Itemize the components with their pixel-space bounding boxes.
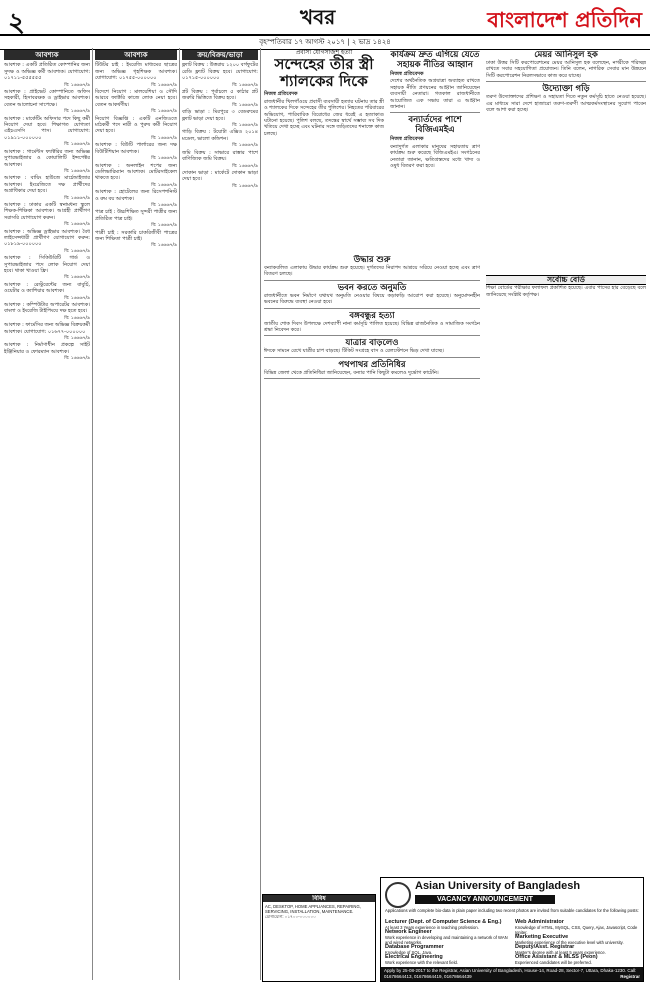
- position-title: Office Assistant & MLSS (Peon): [515, 954, 598, 960]
- classified-column-1: [4, 50, 90, 980]
- divider: [486, 81, 646, 82]
- section-body: রাজধানীতে ভবন নির্মাণে যথাযথ অনুমতি নেওয়ার বিষয়ে কড়াকড়ি আরোপ করা হয়েছে। অনুমোদনহীন ভবনের বিরুদ্ধে ব্যবস্থা নেওয়া হবে।: [264, 292, 480, 306]
- item-ref: বি: ১৬৬৬৭/৯: [64, 248, 90, 254]
- classified-column-2: [95, 50, 177, 980]
- item-ref: বি: ১৬৬৬৭/৯: [151, 109, 177, 115]
- item-ref: বি: ১৬৬৬৭/৯: [151, 135, 177, 141]
- classified-item: আবশ্যক : কম্পিউটার অপারেটর আবশ্যক। বাংলা ও ইংরেজি টাইপিংয়ে দক্ষ হতে হবে।: [4, 302, 90, 315]
- position-title: Lecturer (Dept. of Computer Science & Eng.): [385, 919, 502, 925]
- item-ref: বি: ১৬৬৬৭/৯: [232, 82, 258, 88]
- story-byline: নিজস্ব প্রতিবেদক: [264, 91, 298, 98]
- item-ref: বি: ১৬৬৬৭/৯: [151, 223, 177, 229]
- classified-item: দোকান ভাড়া : মার্কেটে দোকান ভাড়া দেয়া হবে।: [182, 169, 258, 183]
- story-body: তরুণ উদ্যোক্তাদের প্রশিক্ষণ ও সহায়তা দিতে নতুন কর্মসূচি হাতে নেওয়া হয়েছে। এর মাধ্যমে সারা দেশে হাজারো তরুণ-তরুণী আত্মকর্মসংস্থানের সুযোগ পাবেন বলে আশা করা হচ্ছে।: [486, 94, 646, 114]
- ad-left-positions: [385, 920, 511, 965]
- masthead-logo[interactable]: বাংলাদেশ প্রতিদিন: [487, 7, 642, 32]
- classified-item: বাড়ি ভাড়া : মিরপুরে ৩ বেডরুমের ফ্ল্যাট ভাড়া দেয়া হবে।: [182, 109, 258, 122]
- classified-item: আবশ্যক : নির্মাণাধীন প্রকল্পে সাইট ইঞ্জিনিয়ার ও ফোরম্যান আবশ্যক।: [4, 342, 90, 355]
- item-ref: বি: ১৬৬৬৭/৯: [151, 182, 177, 188]
- classified-item: আবশ্যক : হোটেলের জন্য রিসেপশনিস্ট ও রুম বয় আবশ্যক।: [95, 189, 177, 202]
- classified-list: [182, 62, 258, 190]
- column-banner: আবশ্যক: [4, 50, 90, 60]
- item-ref: বি: ১৬৬৬৭/৯: [64, 222, 90, 228]
- story-body: দেশের অর্থনৈতিক অগ্রযাত্রা অব্যাহত রাখতে সহায়ক নীতি প্রণয়নের আহ্বান জানিয়েছেন ব্যবসায়ী নেতারা। গতকাল রাজধানীতে আয়োজিত এক সভায় তারা এ আহ্বান জানান।: [390, 78, 480, 111]
- item-ref: বি: ১৬৬৬৭/৯: [64, 142, 90, 148]
- divider: [264, 308, 480, 309]
- position-title: Web Administrator: [515, 919, 564, 925]
- item-ref: বি: ১৬৬৬৭/৯: [232, 143, 258, 149]
- divider: [264, 378, 480, 379]
- item-ref: বি: ১৬৬৬৭/৯: [64, 356, 90, 362]
- position-title: Network Engineer: [385, 929, 432, 935]
- item-ref: বি: ১৬৬৬৭/৯: [232, 183, 258, 189]
- ad-title: Asian University of Bangladesh: [415, 880, 581, 892]
- item-ref: বি: ১৬৬৬৭/৯: [64, 109, 90, 115]
- classified-box-body: AC, DESKTOP, HOME APPLIANCES, REPAIRING, SERVICING, INSTALLATION, MAINTENANCE. যোগাযোগ: ০১৭০০-০০০০০০: [265, 904, 361, 919]
- university-logo-icon: [385, 882, 411, 908]
- item-ref: বি: ১৬৬৬৭/৯: [64, 295, 90, 301]
- section-headline[interactable]: ভবন করতে অনুমতি: [337, 282, 407, 293]
- classified-item: জমি বিক্রয় : সাভারে রাস্তার পাশে বাণিজ্যিক জমি বিক্রয়।: [182, 149, 258, 163]
- item-ref: বি: ১৬৬৬৭/৯: [232, 163, 258, 169]
- position-desc: Knowledge of HTML, MySQL, CSS, Query, Ajax, Javascript, Code Igniter.: [515, 925, 638, 935]
- classified-item: আবশ্যক : অভিজ্ঞ ড্রাইভার আবশ্যক। বৈধ লাইসেন্সধারী প্রার্থীগণ যোগাযোগ করুন: ০১৮১৯-০০০০০০: [4, 228, 90, 248]
- story-kicker: প্রবাসী যোগসাজশ হত্যা: [295, 50, 353, 56]
- section-title: খবর: [300, 5, 336, 29]
- section-body: বন্যাকবলিত এলাকায় উদ্ধার কার্যক্রম শুরু হয়েছে। দুর্গতদের নিরাপদ আশ্রয়ে সরিয়ে নেওয়া হচ্ছে এবং ত্রাণ বিতরণ চলছে।: [264, 265, 480, 278]
- classified-item: পাত্র চাই : উচ্চশিক্ষিত সুন্দরী পাত্রীর জন্য প্রতিষ্ঠিত পাত্র চাই।: [95, 209, 177, 222]
- main-story: [264, 50, 384, 250]
- classified-item: নিয়োগ বিজ্ঞপ্তি : একটি এনজিওতে মাঠকর্মী পদে নারী ও পুরুষ কর্মী নিয়োগ দেয়া হবে।: [95, 115, 177, 135]
- section-headline[interactable]: পথপাথর প্রতিনিধির: [338, 359, 406, 370]
- classified-item: আবশ্যক : ঢাকার একটি স্বনামধন্য স্কুলে শিক্ষক-শিক্ষিকা আবশ্যক। আগ্রহী প্রার্থীগণ সরাসরি যোগাযোগ করুন।: [4, 201, 90, 221]
- classified-column-3: [182, 50, 258, 980]
- classified-item: প্লট বিক্রয় : পূর্বাচলে ৫ কাঠার প্লট জরুরি ভিত্তিতে বিক্রয় হবে।: [182, 89, 258, 102]
- classified-box: [262, 894, 376, 982]
- item-ref: বি: ১৬৬৬৭/৯: [232, 123, 258, 129]
- story-headline[interactable]: উদ্যোক্তা গড়ি: [542, 84, 590, 95]
- story-headline[interactable]: সন্দেহের তীর স্ত্রী শ্যালকের দিকে: [274, 55, 374, 91]
- item-ref: বি: ১৬৬৬৭/৯: [232, 102, 258, 108]
- story-headline[interactable]: কার্যক্রম দ্রুত এগিয়ে যেতে সহায়ক নীতির আহ্বান: [390, 50, 480, 70]
- item-ref: বি: ১৬৬৬৭/৯: [151, 82, 177, 88]
- divider: [264, 335, 480, 336]
- classified-list: [4, 62, 90, 362]
- classified-item: আবশ্যক : রেস্টুরেন্টের জন্য বাবুর্চি, ওয়েটার ও ক্যাশিয়ার আবশ্যক।: [4, 281, 90, 295]
- item-ref: বি: ১৬৬৬৭/৯: [151, 243, 177, 249]
- position-desc: At least 3 Years experience in teaching profession.: [385, 925, 479, 930]
- section-headline[interactable]: উদ্ধার শুরু: [353, 255, 391, 265]
- position-title: Database Programmer: [385, 944, 444, 950]
- classified-item: আবশ্যক : মার্কেটিং অফিসার পদে কিছু কর্মী নিয়োগ দেয়া হবে। শিক্ষাগত যোগ্যতা এইচএসসি পাস। যোগাযোগ: ০১৯১১-০০০০০০: [4, 115, 90, 141]
- classified-item: আবশ্যক : অনলাইন শপের জন্য ডেলিভারিম্যান আবশ্যক। মোটরসাইকেল থাকতে হবে।: [95, 162, 177, 182]
- column-divider: [260, 48, 261, 980]
- section-body: জাতীয় শোক দিবস উপলক্ষে দেশব্যাপী নানা কর্মসূচি পালিত হয়েছে। বিভিন্ন রাজনৈতিক ও সামাজিক সংগঠন শ্রদ্ধা নিবেদন করে।: [264, 320, 480, 334]
- classified-list: [95, 62, 177, 249]
- story-body: ঢাকা উত্তর সিটি করপোরেশনের মেয়র আনিসুল হক বলেছেন, নগরীকে পরিচ্ছন্ন রাখতে সবার সহযোগিতা প্রয়োজন। তিনি বলেন, নাগরিক সেবার মান উন্নয়নে সিটি করপোরেশন নিরলসভাবে কাজ করে যাচ্ছে।: [486, 60, 646, 79]
- center-sections: [264, 255, 480, 885]
- section-body: বিভিন্ন জেলা থেকে প্রতিনিধিরা জানিয়েছেন, বন্যার পানি কিছুটা কমলেও দুর্ভোগ কাটেনি।: [264, 369, 439, 376]
- item-ref: বি: ১৬৬৬৭/৯: [64, 195, 90, 201]
- page-number: ২: [8, 8, 25, 38]
- story-body: শিক্ষা বোর্ডের পরীক্ষার ফলাফল প্রকাশিত হয়েছে। এবার পাসের হার বেড়েছে বলে জানিয়েছে সংশ্লিষ্ট কর্তৃপক্ষ।: [486, 285, 646, 298]
- classified-item: আবশ্যক : সিকিউরিটি গার্ড ও সুপারভাইজার পদে লোক নিয়োগ দেয়া হবে। থাকা খাওয়া ফ্রি।: [4, 255, 90, 274]
- position-desc: Work experience with the relevant field.: [385, 960, 459, 965]
- classified-box-title: বিবিধ: [263, 895, 375, 902]
- story-byline: নিজস্ব প্রতিবেদক: [390, 136, 424, 143]
- story-body: বন্যাদুর্গত এলাকার মানুষের সহায়তায় ত্রাণ কার্যক্রম শুরু করেছে বিজিএমইএ। সংগঠনের নেতারা জানান, ক্ষতিগ্রস্তদের মধ্যে খাদ্য ও ওষুধ বিতরণ করা হবে।: [390, 143, 480, 170]
- classified-item: আবশ্যক : বিউটি পার্লারের জন্য দক্ষ বিউটিশিয়ান আবশ্যক।: [95, 142, 177, 155]
- item-ref: বি: ১৬৬৬৭/৯: [64, 168, 90, 174]
- divider: [390, 112, 480, 113]
- classified-item: আবশ্যক : গার্মেন্টস ফ্যাক্টরির জন্য অভিজ্ঞ সুপারভাইজার ও কোয়ালিটি ইন্সপেক্টর আবশ্যক।: [4, 148, 90, 168]
- ad-signature: Registrar: [620, 974, 640, 979]
- column-banner: আবশ্যক: [95, 50, 177, 60]
- position-desc: Knowledge of SQL, Java.: [385, 950, 433, 955]
- story-byline: নিজস্ব প্রতিবেদক: [390, 71, 424, 77]
- classified-item: গাড়ি বিক্রয় : টয়োটা এক্সিও ২০১৪ মডেল, ভালো কন্ডিশন।: [182, 129, 258, 142]
- position-title: Deputy/Asst. Registrar: [515, 944, 575, 950]
- page-header: [0, 0, 650, 38]
- classified-item: পাত্রী চাই : সরকারি চাকরিজীবী পাত্রের জন্য শিক্ষিতা পাত্রী চাই।: [95, 229, 177, 242]
- item-ref: বি: ১৬৬৬৭/৯: [151, 202, 177, 208]
- classified-item: আবশ্যক : প্রাইভেট কোম্পানিতে অফিস সহকারী, হিসাবরক্ষক ও ড্রাইভার আবশ্যক। বেতন আলোচনা সাপেক্ষে।: [4, 89, 90, 108]
- second-story: [390, 50, 480, 170]
- item-ref: বি: ১৬৬৬৭/৯: [64, 275, 90, 281]
- section-body: ঈদকে সামনে রেখে যাত্রীর চাপ বাড়ছে। টিকিট সংগ্রহে বাস ও রেলস্টেশনে ভিড় দেখা যাচ্ছে।: [264, 348, 444, 355]
- section-headline[interactable]: যাত্রার বাড়লেও: [345, 338, 399, 349]
- ad-footer: [381, 967, 643, 981]
- section-list: [264, 255, 480, 379]
- dateline: বৃহস্পতিবার ১৭ আগস্ট ২০১৭ | ২ ভাদ্র ১৪২৪: [0, 34, 650, 50]
- classified-item: আবশ্যক : ফার্মেসির জন্য অভিজ্ঞ বিক্রয়কর্মী আবশ্যক। যোগাযোগ: ০১৬৭৭-০০০০০০: [4, 322, 90, 335]
- ad-banner: VACANCY ANNOUNCEMENT: [415, 895, 555, 904]
- story-headline[interactable]: সর্বোচ্চ বোর্ড: [486, 275, 646, 285]
- item-ref: বি: ১৬৬৬৭/৯: [64, 315, 90, 321]
- position-desc: Experienced candidates will be preferred.: [515, 960, 592, 965]
- section-headline[interactable]: বঙ্গবন্ধুর হত্যা: [349, 310, 395, 321]
- ad-right-positions: [515, 920, 639, 965]
- story-headline[interactable]: বন্যার্তদের পাশে বিজিএমইএ: [408, 115, 462, 136]
- column-banner: ক্রয়/বিক্রয়/ভাড়া: [182, 50, 258, 60]
- classified-item: বিদেশে নিয়োগ : মালয়েশিয়া ও সৌদি আরবে ফ্যাক্টরি কাজে লোক নেয়া হবে। বেতন আকর্ষণীয়।: [95, 89, 177, 108]
- position-desc: Master's degree with at least 5 years experience.: [515, 950, 606, 955]
- item-ref: বি: ১৬৬৬৭/৯: [151, 156, 177, 162]
- classified-item: আবশ্যক : বায়িং হাউজে মার্চেন্ডাইজার আবশ্যক। ইংরেজিতে দক্ষ প্রার্থীদের অগ্রাধিকার দেয়া হবে।: [4, 175, 90, 195]
- right-story-top: [486, 50, 646, 270]
- divider: [264, 280, 480, 281]
- position-desc: Marketing experience of the executive level with university.: [515, 940, 624, 945]
- item-ref: বি: ১৬৬৬৭/৯: [64, 82, 90, 88]
- position-desc: Work experience in developing and maintaining a network of WAN and wired networks.: [385, 935, 508, 945]
- ad-footer-text: Apply by 25-08-2017 to the Registrar, Asian University of Bangladesh, House-14, Road-28, Sector-7, Uttara, Dhaka-1230. Call: 01678664413, 01678664419, 01678664439: [384, 968, 637, 979]
- position-title: Marketing Executive: [515, 934, 569, 940]
- ad-intro: Applications with complete bio-data in plain paper including two recent photos are invited from suitable candidates for the following posts:: [385, 908, 639, 913]
- column-divider: [179, 48, 180, 980]
- classified-item: টিউটর চাই : ইংরেজি মাধ্যমের ছাত্রের জন্য অভিজ্ঞ গৃহশিক্ষক আবশ্যক। যোগাযোগ: ০১৭৫৫-০০০০০০: [95, 62, 177, 82]
- story-body: রাজধানীর খিলগাঁওয়ে প্রবাসী ব্যবসায়ী হত্যার ঘটনায় তার স্ত্রী ও শ্যালকের দিকে সন্দেহের তীর পুলিশের। নিহতের পরিবারের অভিযোগ, পারিবারিক বিরোধের জের ধরেই এ হত্যাকাণ্ড ঘটানো হয়েছে। পুলিশ বলছে, তদন্তের স্বার্থে সম্ভাব্য সব দিক খতিয়ে দেখা হচ্ছে এবং ঘটনার সঙ্গে জড়িতদের শনাক্তে কাজ চলছে।: [264, 98, 384, 137]
- item-ref: বি: ১৬৬৬৭/৯: [64, 336, 90, 342]
- vacancy-ad[interactable]: [380, 877, 644, 982]
- classified-item: ফ্ল্যাট বিক্রয় : উত্তরায় ১২০০ বর্গফুটের রেডি ফ্ল্যাট বিক্রয় হবে। যোগাযোগ: ০১৭১৫-০০০০০০: [182, 62, 258, 82]
- position-title: Electrical Engineering: [385, 954, 443, 960]
- classified-item: আবশ্যক : একটি প্রতিষ্ঠিত কোম্পানির জন্য সুদক্ষ ও অভিজ্ঞ কর্মী আবশ্যক। যোগাযোগ: ০১৭১১-৫৫৫৫৫৫: [4, 62, 90, 82]
- story-headline[interactable]: মেয়র আনিসুল হক: [534, 50, 598, 60]
- divider: [264, 357, 480, 358]
- column-divider: [92, 48, 93, 980]
- right-story-bottom: [486, 275, 646, 870]
